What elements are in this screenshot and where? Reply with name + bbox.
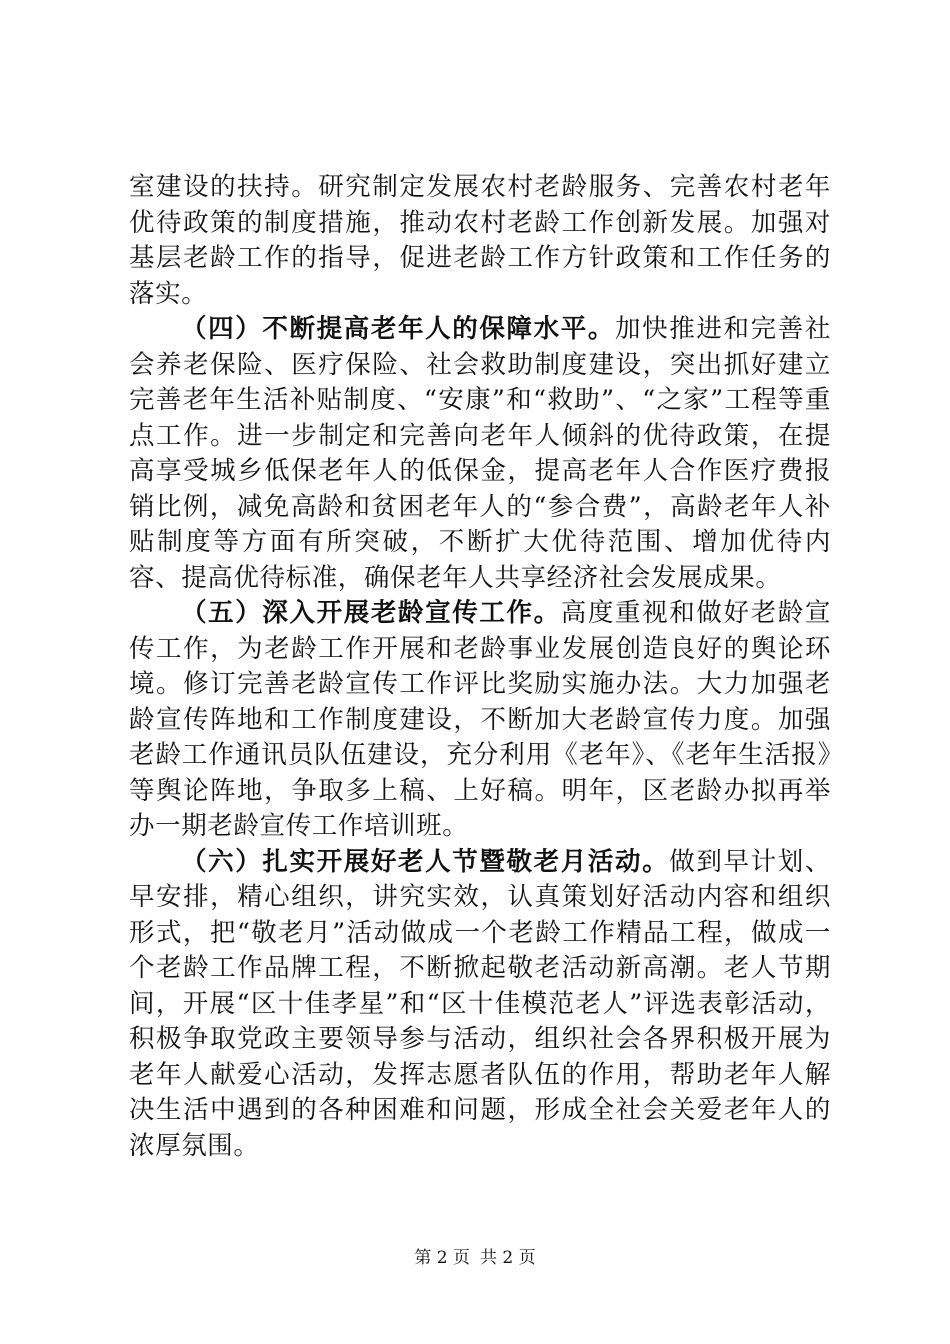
paragraph-section-6 <box>129 845 831 1165</box>
paragraph-continuation <box>129 170 831 312</box>
section-heading: （五）深入开展老龄宣传工作。 <box>181 598 561 628</box>
paragraph-section-5 <box>129 596 831 845</box>
document-body <box>129 170 831 1164</box>
section-heading: （六）扎实开展好老人节暨敬老月活动。 <box>181 846 670 877</box>
paragraph-text: 做到早计划、早安排，精心组织，讲究实效，认真策划好活动内容和组织形式，把“敬老月”活动做成一个老龄工作精品工程，做成一个老龄工作品牌工程，不断掀起敬老活动新高潮。老人节期间，开展“区十佳孝星”和“区十佳模范老人”评选表彰活动，积极争取党政主要领导参与活动，组织社会各界积极开展为老年人献爱心活动，发挥志愿者队伍的作用，帮助老年人解决生活中遇到的各种困难和问题，形成全社会关爱老年人的浓厚氛围。 <box>129 846 831 1161</box>
paragraph-text: 室建设的扶持。研究制定发展农村老龄服务、完善农村老年优待政策的制度措施，推动农村老龄工作创新发展。加强对基层老龄工作的指导，促进老龄工作方针政策和工作任务的落实。 <box>129 172 831 309</box>
page-total: 共 2 页 <box>480 1248 536 1268</box>
page-number: 第 2 页 <box>414 1248 470 1268</box>
paragraph-text: 高度重视和做好老龄宣传工作，为老龄工作开展和老龄事业发展创造良好的舆论环境。修订完善老龄宣传工作评比奖励实施办法。大力加强老龄宣传阵地和工作制度建设，不断加大老龄宣传力度。加强老龄工作通讯员队伍建设，充分利用《老年》、《老年生活报》等舆论阵地，争取多上稿、上好稿。明年，区老龄办拟再举办一期老龄宣传工作培训班。 <box>129 598 831 841</box>
page-footer <box>0 1243 950 1268</box>
section-heading: （四）不断提高老年人的保障水平。 <box>181 314 616 344</box>
paragraph-text: 加快推进和完善社会养老保险、医疗保险、社会救助制度建设，突出抓好建立完善老年生活补贴制度、“安康”和“救助”、“之家”工程等重点工作。进一步制定和完善向老年人倾斜的优待政策，在提高享受城乡低保老年人的低保金，提高老年人合作医疗费报销比例，减免高龄和贫困老年人的“参合费”，高龄老年人补贴制度等方面有所突破，不断扩大优待范围、增加优待内容、提高优待标准，确保老年人共享经济社会发展成果。 <box>129 314 831 593</box>
paragraph-section-4 <box>129 312 831 596</box>
